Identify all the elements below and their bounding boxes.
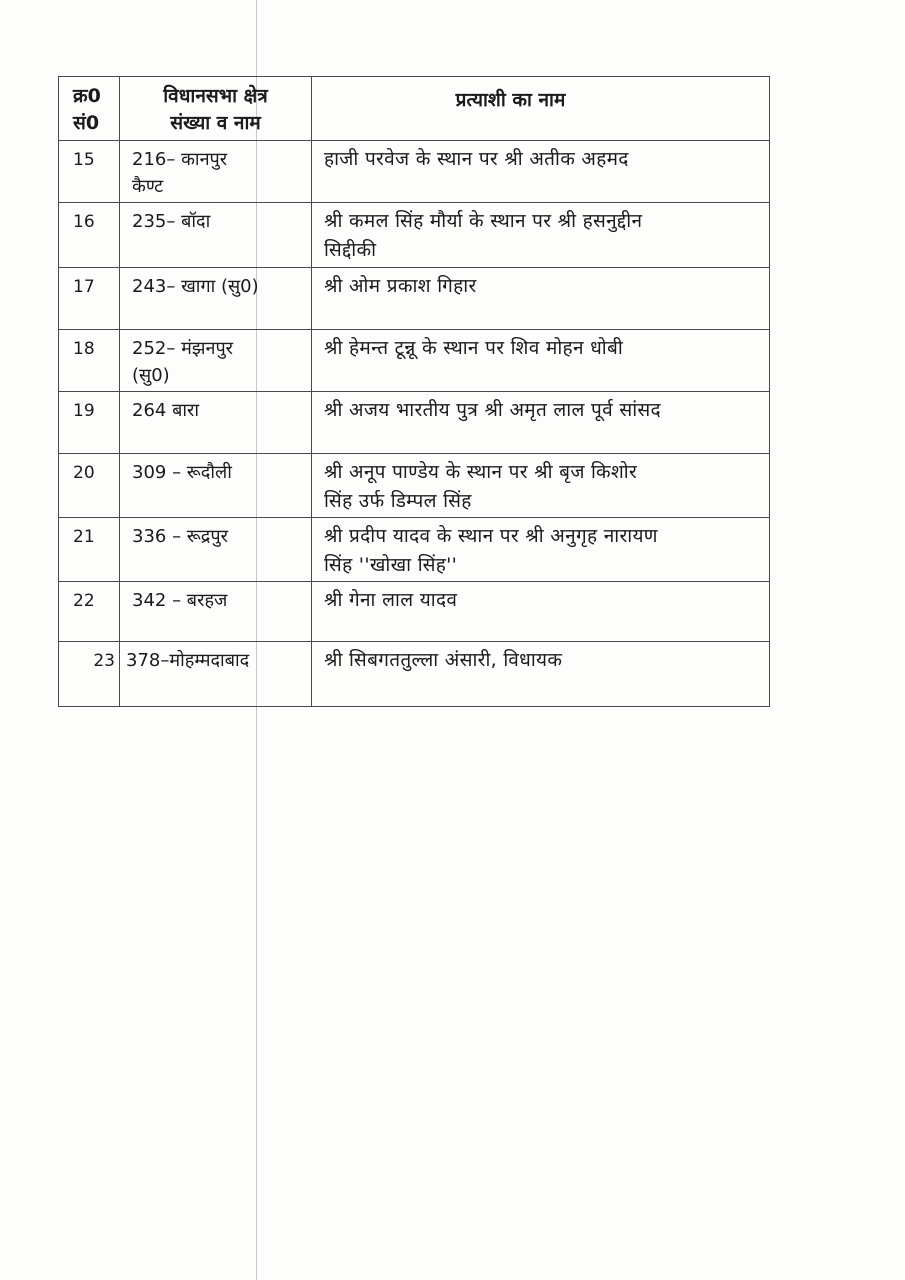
row-serial: 19 <box>73 401 95 421</box>
table-row <box>59 518 770 582</box>
row-candidate <box>312 141 769 174</box>
candidate-line: हाजी परवेज के स्थान पर श्री अतीक अहमद <box>324 148 629 170</box>
candidate-line: श्री सिबगततुल्ला अंसारी, विधायक <box>324 649 563 671</box>
header-candidate-label: प्रत्याशी का नाम <box>455 89 566 111</box>
row-serial: 17 <box>73 277 95 297</box>
constituency-line: 378–मोहम्मदाबाद <box>126 650 250 671</box>
table-row <box>59 642 770 707</box>
row-constituency <box>120 268 311 300</box>
candidate-line: श्री अजय भारतीय पुत्र श्री अमृत लाल पूर्व सांसद <box>324 399 661 421</box>
row-candidate <box>312 268 769 301</box>
candidate-line: श्री ओम प्रकाश गिहार <box>324 275 477 297</box>
row-constituency <box>120 642 311 674</box>
row-constituency <box>120 203 311 235</box>
row-constituency <box>120 582 311 614</box>
constituency-line: 342 – बरहज <box>132 590 228 611</box>
constituency-line: 309 – रूदौली <box>132 462 232 483</box>
row-candidate <box>312 642 769 675</box>
constituency-line: 336 – रूद्रपुर <box>132 526 228 547</box>
header-constituency <box>120 77 312 141</box>
candidate-line: सिंह उर्फ डिम्पल सिंह <box>324 490 472 512</box>
table-row <box>59 268 770 330</box>
constituency-line: 235– बॉदा <box>132 211 211 232</box>
row-candidate <box>312 330 769 363</box>
candidate-line: सिद्दीकी <box>324 239 377 261</box>
table-row <box>59 454 770 518</box>
row-constituency <box>120 330 311 389</box>
candidate-line: श्री कमल सिंह मौर्या के स्थान पर श्री हसनुद्दीन <box>324 210 643 232</box>
constituency-line: (सु0) <box>132 365 170 386</box>
constituency-line: कैण्ट <box>132 176 164 197</box>
row-serial: 16 <box>73 212 95 232</box>
table-row <box>59 582 770 642</box>
table-row <box>59 203 770 268</box>
header-constituency-line-1: विधानसभा क्षेत्र <box>163 85 268 107</box>
candidate-line: श्री अनूप पाण्डेय के स्थान पर श्री बृज किशोर <box>324 461 638 483</box>
row-candidate <box>312 392 769 425</box>
constituency-line: 264 बारा <box>132 400 200 421</box>
table-row <box>59 392 770 454</box>
candidates-table <box>58 76 770 707</box>
row-constituency <box>120 392 311 424</box>
header-candidate <box>312 77 770 141</box>
row-constituency <box>120 454 311 486</box>
header-constituency-line-2: संख्या व नाम <box>170 112 261 134</box>
row-serial: 20 <box>73 463 95 483</box>
header-serial <box>59 77 120 141</box>
constituency-line: 252– मंझनपुर <box>132 338 234 359</box>
row-candidate <box>312 582 769 615</box>
row-candidate <box>312 203 769 265</box>
row-candidate <box>312 518 769 580</box>
row-serial: 21 <box>73 527 95 547</box>
row-candidate <box>312 454 769 516</box>
table-row <box>59 141 770 203</box>
table-row <box>59 330 770 392</box>
row-serial: 15 <box>73 150 95 170</box>
row-constituency <box>120 141 311 200</box>
candidate-line: सिंह ''खोखा सिंह'' <box>324 554 458 576</box>
row-serial: 22 <box>73 591 95 611</box>
candidate-line: श्री गेना लाल यादव <box>324 589 458 611</box>
row-serial: 18 <box>73 339 95 359</box>
candidate-line: श्री हेमन्त टून्नू के स्थान पर शिव मोहन धोबी <box>324 337 624 359</box>
row-constituency <box>120 518 311 550</box>
constituency-line: 216– कानपुर <box>132 149 228 170</box>
header-serial-line-1: क्र0 <box>73 85 101 107</box>
candidate-line: श्री प्रदीप यादव के स्थान पर श्री अनुगृह नारायण <box>324 525 658 547</box>
row-serial: 23 <box>93 651 115 671</box>
header-serial-line-2: सं0 <box>73 112 100 134</box>
table-header-row <box>59 77 770 141</box>
constituency-line: 243– खागा (सु0) <box>132 276 259 297</box>
